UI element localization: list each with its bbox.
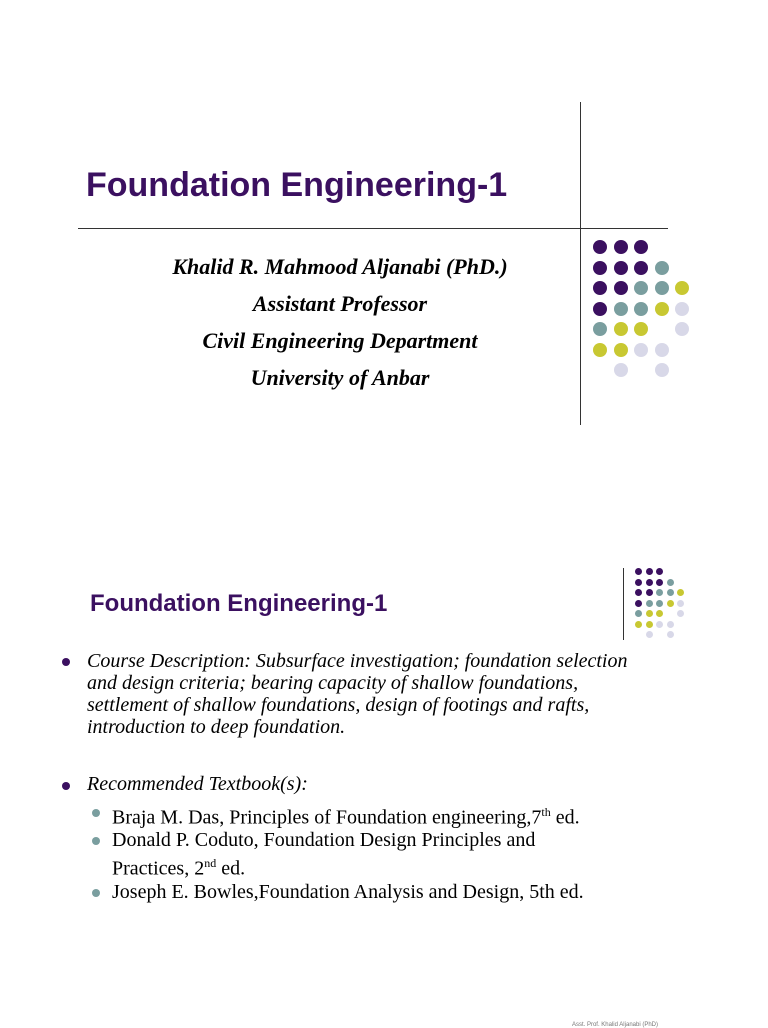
slide-title: Foundation Engineering-1 [86,166,508,204]
slide-footer: Asst. Prof. Khalid Aljanabi (PhD) [571,1022,658,1028]
slide-2 [0,512,768,1028]
dot-icon [593,343,607,357]
dot-icon [646,589,653,596]
dot-icon [634,281,648,295]
dot-icon [646,579,653,586]
dot-icon [614,302,628,316]
dot-icon [635,600,642,607]
dot-icon [646,568,653,575]
vertical-rule [580,102,581,425]
textbook-2: Donald P. Coduto, Foundation Design Principles and Practices, 2nd ed. [112,829,536,880]
dot-icon [634,322,648,336]
dot-icon [634,343,648,357]
dot-icon [656,568,663,575]
slide-1 [0,0,768,512]
dot-icon [614,322,628,336]
author-position: Assistant Professor [252,291,428,316]
dot-icon [656,589,663,596]
dot-icon [614,343,628,357]
dot-icon [634,240,648,254]
dot-icon [646,610,653,617]
sub-bullet-icon [92,809,100,817]
dot-icon [667,589,674,596]
dot-icon [655,281,669,295]
dot-icon [655,302,669,316]
dot-icon [593,281,607,295]
author-department: Civil Engineering Department [202,328,478,353]
dot-icon [614,240,628,254]
vertical-rule [623,568,624,640]
dot-icon [593,322,607,336]
author-university: University of Anbar [250,365,430,390]
dot-icon [593,302,607,316]
dot-icon [675,322,689,336]
dot-icon [614,261,628,275]
dot-icon [646,631,653,638]
dot-icon [634,261,648,275]
dot-icon [655,363,669,377]
textbook-1: Braja M. Das, Principles of Foundation engineering,7th ed. [112,805,580,829]
bullet-icon [62,658,70,666]
dot-icon [614,281,628,295]
dot-icon [656,610,663,617]
dot-icon [646,621,653,628]
dot-icon [593,240,607,254]
dot-icon [656,579,663,586]
dot-icon [677,610,684,617]
sub-bullet-icon [92,889,100,897]
dot-icon [635,568,642,575]
dot-icon [677,600,684,607]
dot-icon [667,621,674,628]
dot-icon [635,610,642,617]
slide-title: Foundation Engineering-1 [90,590,388,617]
course-description: Course Description: Subsurface investigation; foundation selection and design criteria; bearing capacity of shallow foundations, settlement of shallow foundations, design of footings and rafts, introduction to deep foundation. [87,650,628,738]
dot-icon [655,343,669,357]
dot-icon [635,621,642,628]
dot-icon [677,589,684,596]
textbook-3: Joseph E. Bowles,Foundation Analysis and Design, 5th ed. [112,881,584,903]
dot-icon [675,281,689,295]
textbooks-heading: Recommended Textbook(s): [87,773,308,795]
dot-icon [656,600,663,607]
author-block [100,248,580,396]
sub-bullet-icon [92,837,100,845]
author-name: Khalid R. Mahmood Aljanabi (PhD.) [172,254,508,279]
dot-icon [667,579,674,586]
dot-icon [655,261,669,275]
dot-icon [593,261,607,275]
dot-icon [635,589,642,596]
dot-icon [646,600,653,607]
dot-icon [675,302,689,316]
dot-icon [634,302,648,316]
dot-icon [635,579,642,586]
dot-icon [667,600,674,607]
dot-icon [614,363,628,377]
dot-icon [656,621,663,628]
dot-icon [667,631,674,638]
bullet-icon [62,782,70,790]
